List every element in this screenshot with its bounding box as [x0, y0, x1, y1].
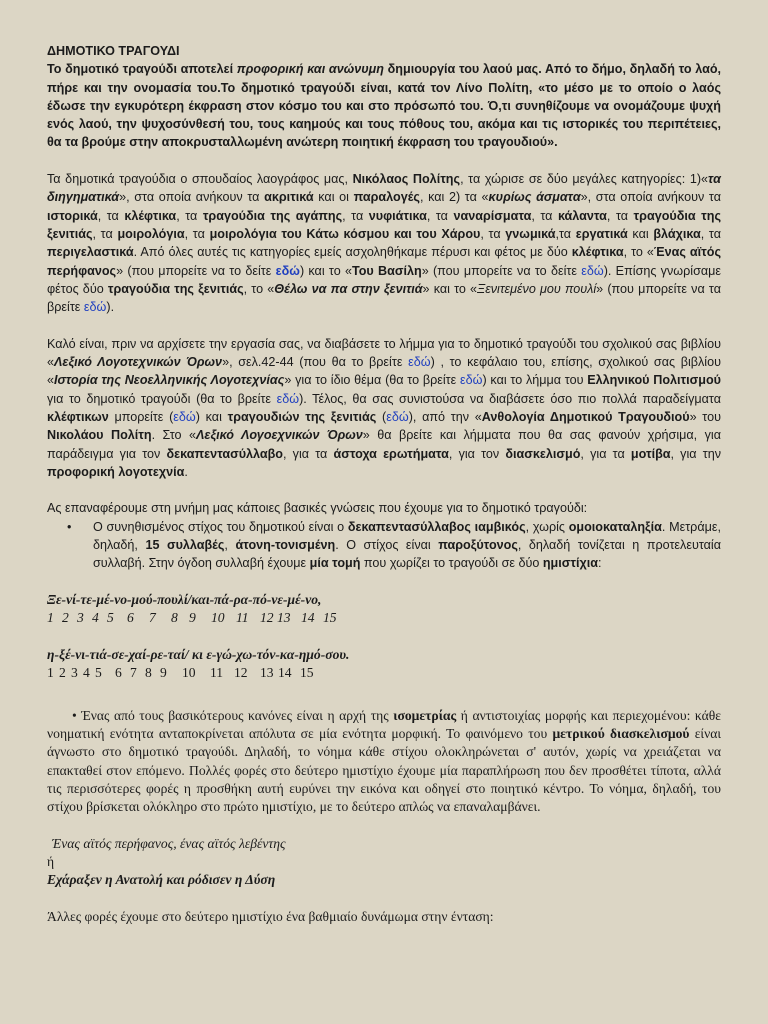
text-run: παροξύτονος	[438, 538, 518, 553]
text-run: , τα	[700, 226, 721, 241]
categories-paragraph	[47, 170, 721, 316]
text-run: μοιρολόγια του Κάτω κόσμου και του Χάρου	[209, 226, 481, 241]
text-run: ).	[106, 300, 115, 315]
text-run: άστοχα ερωτήματα	[333, 446, 449, 461]
text-run: ) , το κεφάλαιο του, επίσης, σχολικού σας βιβλίου «	[47, 355, 721, 388]
syllable-number: 9	[160, 665, 167, 681]
syllable-number: 7	[130, 665, 137, 681]
text-run: κυρίως άσματα	[488, 190, 581, 205]
closing-line: Άλλες φορές έχουμε στο δεύτερο ημιστίχιο ένα βαθμιαίο δυνάμωμα στην ένταση:	[47, 908, 494, 924]
text-run: τραγούδια της αγάπης	[202, 208, 343, 223]
text-run: , δηλαδή τονίζεται η προτελευταία συλλαβή. Στην όγδοη συλλαβή έχουμε	[93, 538, 722, 571]
text-run: Το δημοτικό τραγούδι αποτελεί	[47, 62, 237, 77]
text-run: μία τομή	[309, 556, 361, 571]
text-run: ). Επίσης γνωρίσαμε φέτος δύο	[47, 263, 721, 296]
syllable-number: 12	[260, 610, 274, 626]
syllable-number: 15	[323, 610, 337, 626]
document-title: ΔΗΜΟΤΙΚΟ ΤΡΑΓΟΥΔΙ	[47, 44, 180, 58]
text-run: Ελληνικού Πολιτισμού	[587, 373, 721, 388]
syllable-numbers-2	[47, 664, 721, 682]
text-run: γνωμικά	[505, 226, 556, 241]
text-run: βλάχικα	[653, 226, 701, 241]
text-run: Ένας από τους βασικότερους κανόνες είναι η αρχή της	[81, 707, 394, 723]
text-run: Λεξικό Λογοτεχνικών Όρων	[54, 355, 223, 370]
syllable-number: 6	[115, 665, 122, 681]
syllable-number: 10	[211, 610, 225, 626]
bullet-item-isometry	[47, 707, 721, 817]
text-run: » (που μπορείτε να το δείτε	[116, 263, 276, 278]
text-run: Καλό είναι, πριν να αρχίσετε την εργασία σας, να διαβάσετε το λήμμα για το δημοτικό τραγούδι του σχολικού σας βιβλίου «	[47, 336, 721, 370]
text-run: δημιουργία του λαού μας. Από το δήμο, δηλαδή το λαό, πήρε και την ονομασία του.Το δημοτικό τραγούδι είναι, κατά τον	[47, 62, 722, 95]
link-edo[interactable]: εδώ	[460, 373, 483, 388]
syllable-number: 12	[234, 665, 248, 681]
reading-paragraph	[47, 335, 721, 481]
text-run: ημιστίχια	[542, 556, 598, 571]
text-run: , τα	[606, 208, 634, 223]
text-run: (	[376, 409, 387, 424]
text-run: , χωρίς	[525, 519, 569, 534]
verse-example-1: Ξε-νί-τε-μέ-νο-μού-πουλί/και-πά-ρα-πό-νε-μέ-νο,	[47, 591, 322, 607]
text-run: περιγελαστικά	[47, 245, 134, 260]
syllable-number: 11	[210, 665, 224, 681]
text-run: Ο συνηθισμένος στίχος του δημοτικού είναι ο	[93, 519, 348, 534]
text-run: παραλογές	[353, 190, 420, 205]
text-run: ) και το λήμμα του	[482, 373, 588, 388]
text-run: ,	[224, 538, 236, 553]
syllable-number: 5	[95, 665, 102, 681]
text-run: διασκελισμό	[505, 446, 581, 461]
text-run: τραγουδιών της ξενιτιάς	[227, 409, 377, 424]
text-run: Ένας αϊτός περήφανος	[47, 245, 722, 278]
text-run: », σελ.42-44 (που θα το βρείτε	[222, 355, 409, 370]
text-run: ναναρίσματα	[453, 208, 532, 223]
text-run: τραγούδια της ξενιτιάς	[107, 281, 244, 296]
text-run: . Από όλες αυτές τις κατηγορίες εμείς ασχοληθήκαμε πέρυσι και φέτος με δύο	[133, 245, 572, 260]
text-run: , «το μέσο με το οποίο ο λαός έδωσε την εγκυρότερη έκφραση στον κόσμο του και στο πρόσωπό του. Ό,τι συνηθίζουμε να ονομάζουμε ψυχή ενός λαού, την ψυχοσύνθεσή του, τους καημούς και τους πόθους του, ακόμα και τις ιστορικές του περιπέτειες, θα τα βρούμε στην αποκρυσταλλωμένη ανώτερη ποιητική έκφραση του τραγουδιού».	[47, 80, 721, 150]
text-run: , το «	[623, 245, 654, 260]
example-line-2: Εχάραξεν η Ανατολή και ρόδισεν η Δύση	[47, 872, 276, 888]
link-edo[interactable]: εδώ	[83, 300, 107, 315]
text-run: ), από την «	[408, 409, 482, 424]
syllable-number: 10	[182, 665, 196, 681]
text-run: και	[627, 226, 654, 241]
bullet-text	[93, 518, 721, 573]
text-run: για το δημοτικό τραγούδι (θα το βρείτε	[47, 391, 277, 406]
syllable-number: 9	[189, 610, 196, 626]
text-run: , για τα	[580, 446, 631, 461]
text-run: Θέλω να πα στην ξενιτιά	[274, 281, 423, 296]
syllable-number: 14	[301, 610, 315, 626]
text-run: κλέφτικων	[47, 409, 109, 424]
text-run: ) και	[195, 409, 228, 424]
link-edo[interactable]: εδώ	[408, 355, 431, 370]
text-run: είναι άγνωστο στο δημοτικό τραγούδι. Δηλαδή, το νόημα κάθε στίχου ολοκληρώνεται σ' αυτόν, χωρίς να χρειάζεται να επακταθεί στον επόμενο. Πολλές φορές στο δεύτερο ημιστίχιο έχουμε μία παραπλήρωση που δεν προσθέτει τίποτα, αλλά τις περισσότερες φορές η προσθήκη αυτή ευρύνει την εικόνα και οδηγεί στο ποιητικό κέντρο. Το νόημα, δηλαδή, του στίχου βρίσκεται ολόκληρο στο πρώτο ημιστίχιο, με το δεύτερο απλώς να επαναλαμβάνει.	[47, 725, 721, 815]
text-run: , για τον	[448, 446, 506, 461]
text-run: ακριτικά	[264, 190, 314, 205]
text-run: , το «	[243, 281, 275, 296]
text-run: Τα δημοτικά τραγούδια ο σπουδαίος λαογράφος μας,	[47, 172, 353, 187]
link-edo[interactable]: εδώ	[275, 263, 300, 278]
text-run: , για την	[670, 446, 722, 461]
text-run: εργατικά	[575, 226, 628, 241]
verse-example-2: η-ξέ-νι-τιά-σε-χαί-ρε-ταί/ κι ε-γώ-χω-τόν-κα-ημό-σου.	[47, 646, 350, 662]
text-run: , τα	[342, 208, 369, 223]
text-run: ). Τέλος, θα σας συνιστούσα να διαβάσετε όσο πιο πολλά παραδείγματα	[299, 391, 721, 406]
syllable-number: 14	[278, 665, 292, 681]
syllable-number: 11	[236, 610, 249, 626]
text-run: » και το «	[422, 281, 478, 296]
text-run: Νικόλαος Πολίτης	[352, 172, 461, 187]
syllable-number: 1	[47, 665, 54, 681]
text-run: , τα	[531, 208, 558, 223]
text-run: », στα οποία ανήκουν τα	[580, 190, 721, 205]
text-run: , τα	[92, 226, 118, 241]
text-run: Ιστορία της Νεοελληνικής Λογοτεχνίας	[54, 373, 285, 388]
syllable-number: 8	[145, 665, 152, 681]
text-run: , και 2) τα «	[419, 190, 489, 205]
text-run: , τα χώρισε σε δύο μεγάλες κατηγορίες: 1)«	[460, 172, 709, 187]
syllable-number: 5	[107, 610, 114, 626]
bullet-icon: •	[67, 519, 72, 534]
text-run: , τα	[176, 208, 203, 223]
syllable-number: 2	[62, 610, 69, 626]
link-edo[interactable]: εδώ	[581, 263, 604, 278]
text-run: 15 συλλαβές	[145, 538, 225, 553]
text-run: προφορική και ανώνυμη	[236, 62, 384, 77]
text-run: μπορείτε (	[108, 409, 174, 424]
link-edo[interactable]: εδώ	[276, 391, 300, 406]
link-edo[interactable]: εδώ	[173, 409, 196, 424]
syllable-number: 2	[59, 665, 66, 681]
text-run: δεκαπεντασύλλαβο	[166, 446, 284, 461]
text-run: » θα βρείτε και λήμματα που θα σας φανούν χρήσιμα, για παράδειγμα για τον	[47, 428, 721, 461]
text-run: ,τα	[555, 226, 576, 241]
text-run: Νικολάου Πολίτη	[47, 428, 152, 443]
text-run: ή αντιστοιχίας μορφής και περιεχομένου: κάθε νοηματική ενότητα ανταποκρίνεται απόλυτα σε μία ενότητα μορφική. Το φαινόμενο του	[47, 707, 721, 741]
example-line-1: Ένας αϊτός περήφανος, ένας αϊτός λεβέντης	[52, 835, 286, 851]
text-run: » (που μπορείτε να το δείτε	[421, 263, 582, 278]
text-run: νυφιάτικα	[368, 208, 427, 223]
text-run: Λεξικό Λογοεχνικών Όρων	[196, 428, 363, 443]
text-run: προφορική λογοτεχνία	[47, 464, 185, 479]
text-run: ομοιοκαταληξία	[568, 519, 662, 534]
syllable-number: 15	[300, 665, 314, 681]
text-run: ) και το «	[299, 263, 352, 278]
text-run: » για το ίδιο θέμα (θα το βρείτε	[284, 373, 461, 388]
text-run: Ξενιτεμένο μου πουλί	[477, 281, 597, 296]
text-run: Ανθολογία Δημοτικού Τραγουδιού	[481, 409, 690, 424]
text-run: μοτίβα	[630, 446, 671, 461]
syllable-number: 7	[149, 610, 156, 626]
text-run: που χωρίζει το τραγούδι σε δύο	[360, 556, 543, 571]
text-run: » του	[689, 409, 721, 424]
text-run: κλέφτικα	[124, 208, 177, 223]
text-run: τραγούδια της ξενιτιάς	[47, 208, 721, 241]
syllable-number: 4	[92, 610, 99, 626]
text-run: , τα	[480, 226, 506, 241]
text-run: μοιρολόγια	[117, 226, 185, 241]
text-run: κάλαντα	[557, 208, 607, 223]
text-run: Λίνο Πολίτη	[455, 80, 529, 95]
text-run: , τα	[426, 208, 454, 223]
syllable-number: 8	[171, 610, 178, 626]
syllable-numbers-1	[47, 609, 721, 627]
text-run: μετρικού διασκελισμού	[552, 725, 690, 741]
text-run: , για τα	[283, 446, 334, 461]
bullet-icon: •	[72, 707, 77, 723]
text-run: τα διηγηματικά	[47, 172, 721, 205]
text-run: », στα οποία ανήκουν τα	[119, 190, 265, 205]
text-run: κλέφτικα	[571, 245, 624, 260]
text-run: » (που μπορείτε να τα βρείτε	[47, 281, 721, 315]
text-run: , τα	[97, 208, 125, 223]
syllable-number: 6	[127, 610, 134, 626]
text-run: . Μετράμε, δηλαδή,	[93, 519, 721, 553]
syllable-number: 3	[77, 610, 84, 626]
text-run: ιστορικά	[47, 208, 98, 223]
text-run: άτονη-τονισμένη	[235, 538, 336, 553]
syllable-number: 1	[47, 610, 54, 626]
text-run: δεκαπεντασύλλαβος ιαμβικός	[347, 519, 526, 534]
text-run: ισομετρίας	[393, 707, 457, 723]
syllable-number: 3	[71, 665, 78, 681]
syllable-number: 4	[83, 665, 90, 681]
example-or: ή	[47, 854, 55, 870]
text-run: .	[184, 464, 188, 479]
intro-paragraph	[47, 60, 721, 151]
text-run: , τα	[184, 226, 210, 241]
text-run: Του Βασίλη	[351, 263, 422, 278]
text-run: και οι	[313, 190, 354, 205]
syllable-number: 13	[277, 610, 291, 626]
syllable-number: 13	[260, 665, 274, 681]
bullet-item-meter	[47, 518, 721, 573]
recap-intro: Ας επαναφέρουμε στη μνήμη μας κάποιες βασικές γνώσεις που έχουμε για το δημοτικό τραγούδι:	[47, 501, 588, 516]
text-run: . Ο στίχος είναι	[335, 538, 439, 553]
text-run: :	[597, 556, 602, 571]
text-run: . Στο «	[151, 428, 197, 443]
link-edo[interactable]: εδώ	[386, 409, 409, 424]
